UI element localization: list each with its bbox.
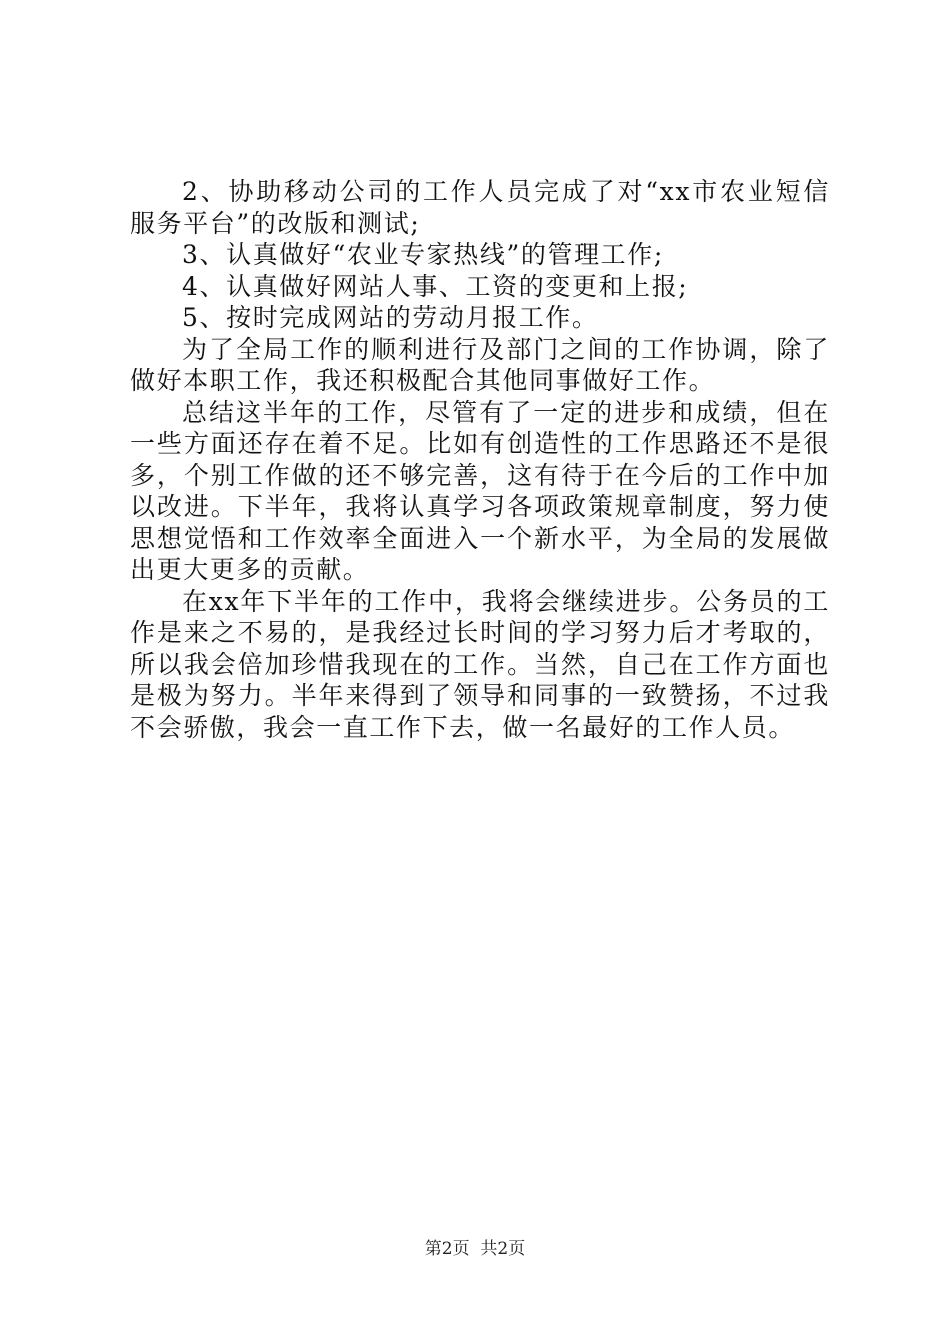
paragraph-cooperation: 为了全局工作的顺利进行及部门之间的工作协调，除了做好本职工作，我还积极配合其他同事做好工作。 bbox=[130, 334, 830, 395]
paragraph-item-5: 5、按时完成网站的劳动月报工作。 bbox=[182, 303, 599, 332]
paragraph-outlook: 在xx年下半年的工作中，我将会继续进步。公务员的工作是来之不易的，是我经过长时间的学习努力后才考取的，所以我会倍加珍惜我现在的工作。当然，自己在工作方面也是极为努力。半年来得到了领导和同事的一致赞扬，不过我不会骄傲，我会一直工作下去，做一名最好的工作人员。 bbox=[130, 586, 830, 742]
paragraph-item-4: 4、认真做好网站人事、工资的变更和上报; bbox=[182, 271, 689, 301]
paragraph-summary: 总结这半年的工作，尽管有了一定的进步和成绩，但在一些方面还存在着不足。比如有创造性的工作思路还不是很多，个别工作做的还不够完善，这有待于在今后的工作中加以改进。下半年，我将认真学习各项政策规章制度，努力使思想觉悟和工作效率全面进入一个新水平，为全局的发展做出更大更多的贡献。 bbox=[130, 397, 830, 584]
page-number-footer: 第2页 共2页 bbox=[424, 1239, 526, 1259]
paragraph-item-3: 3、认真做好“农业专家热线”的管理工作; bbox=[182, 240, 664, 269]
paragraph-item-2: 2、协助移动公司的工作人员完成了对“xx市农业短信服务平台”的改版和测试; bbox=[130, 177, 830, 238]
document-body bbox=[130, 176, 830, 743]
